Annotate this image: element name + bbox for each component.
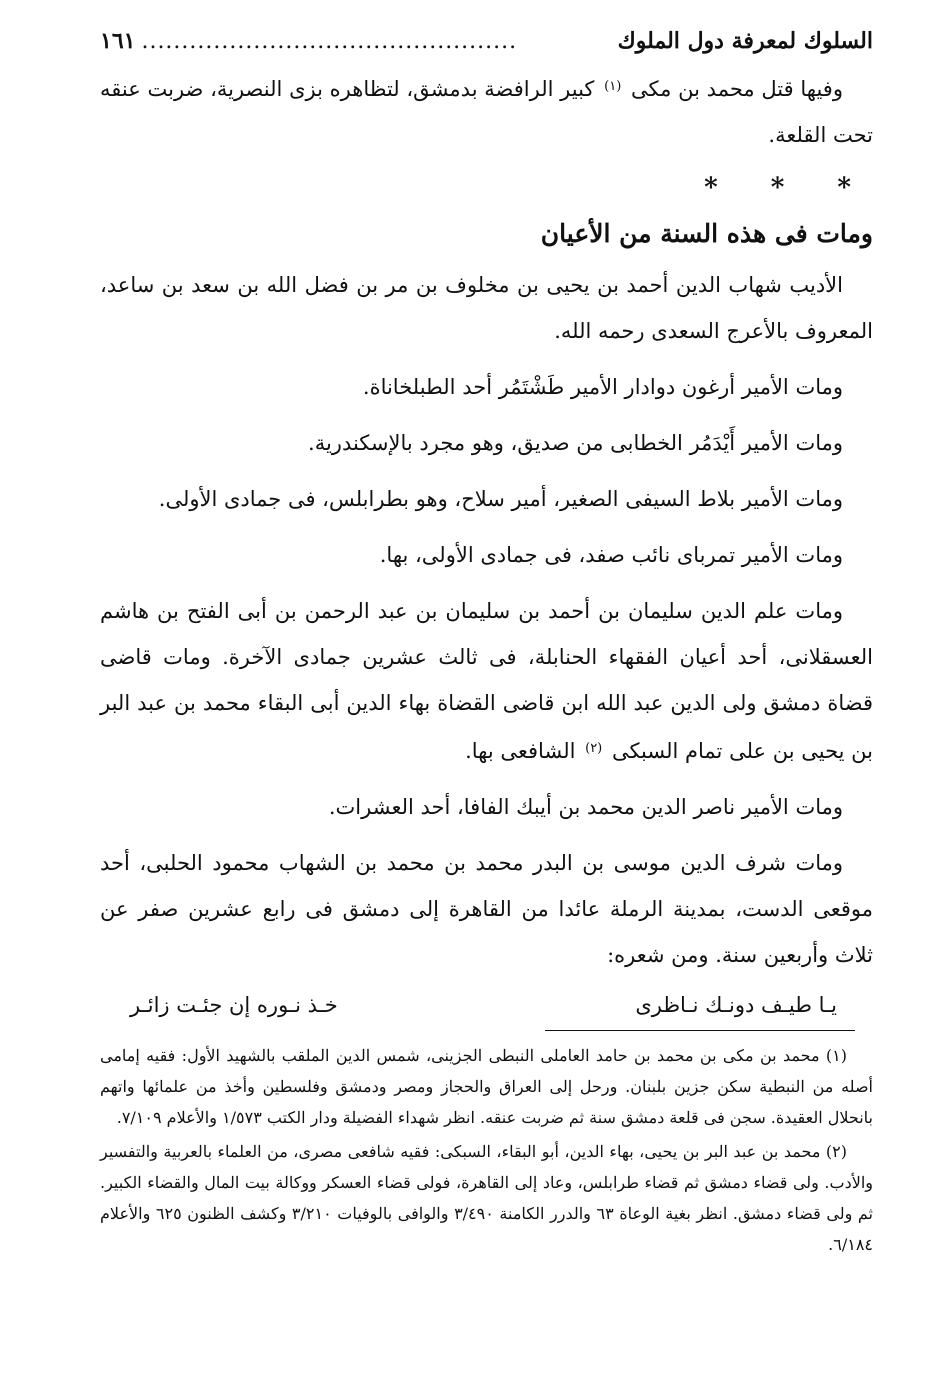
running-head-dots: ............................................... [141,29,518,54]
page-body [100,28,873,1028]
poem-first-hemistich: يـا طيـف دونـك نـاظرى [635,993,837,1017]
obituary-entry: ومات شرف الدين موسى بن البدر محمد بن محمد بن الشهاب محمود الحلبى، أحد موقعى الدست، بمدينة الرملة عائدا من القاهرة إلى دمشق فى رابع عشرين صفر عن ثلاث وأربعين سنة. ومن شعره: [100,851,873,967]
poem-verse [100,982,873,1028]
footnote-marker-1[interactable]: (١) [604,79,622,94]
footnote-separator-rule [545,1030,855,1031]
entry-text-after-note: الشافعى بها. [465,739,576,763]
opening-paragraph [100,64,873,158]
page-number: ١٦١ [100,28,136,54]
obituary-entry: ومات الأمير أرغون دوادار الأمير طَشْتَمُر أحد الطبلخاناة. [362,375,843,399]
footnotes [100,1040,873,1260]
obituary-entry: الأديب شهاب الدين أحمد بن يحيى بن مخلوف بن مر بن فضل الله بن سعد بن ساعد، المعروف بالأعرج السعدى رحمه الله. [100,273,873,343]
poem-second-hemistich: خـذ نـوره إن جئـت زائـر [130,993,338,1017]
opening-text-before-note: وفيها قتل محمد بن مكى [631,77,843,101]
obituary-entry: ومات الأمير بلاط السيفى الصغير، أمير سلاح، وهو بطرابلس، فى جمادى الأولى. [158,487,843,511]
footnote-1: (١) محمد بن مكى بن محمد بن حامد العاملى النبطى الجزينى، شمس الدين الملقب بالشهيد الأول: فقيه إمامى أصله من النبطية سكن جزين بلبنان. ورحل إلى العراق والحجاز ومصر ودمشق وفلسطين وأخذ من علمائها واتهم بانحلال العقيدة. سجن فى قلعة دمشق سنة ثم ضربت عنقه. انظر شهداء الفضيلة ودار الكتب ١/٥٧٣ والأعلام ٧/١٠٩. [100,1046,873,1127]
entry-text-before-note: ومات علم الدين سليمان بن أحمد بن سليمان بن عبد الرحمن بن أبى الفتح بن هاشم العسقلانى، أحد أعيان الفقهاء الحنابلة، فى ثالث عشرين جمادى الآخرة. ومات قاضى قضاة دمشق ولى الدين عبد الله ابن قاضى القضاة بهاء الدين أبى البقاء محمد بن عبد البر بن يحيى بن على تمام السبكى [100,599,873,763]
main-text [100,64,873,1028]
section-divider-stars: * * * [704,173,873,203]
opening-text-after-note: كبير الرافضة بدمشق، لتظاهره بزى النصرية، ضربت عنقه تحت القلعة. [100,77,873,147]
section-title: ومات فى هذه السنة من الأعيان [540,219,873,248]
obituary-entry-with-note [100,588,873,774]
obituary-entry: ومات الأمير تمرباى نائب صفد، فى جمادى الأولى، بها. [379,543,843,567]
footnote-marker-2[interactable]: (٢) [585,741,603,756]
running-head [100,28,873,64]
obituary-entry: ومات الأمير ناصر الدين محمد بن أيبك الفافا، أحد العشرات. [328,795,843,819]
footnote-2: (٢) محمد بن عبد البر بن يحيى، بهاء الدين، أبو البقاء، السبكى: فقيه شافعى مصرى، من العلماء بالعربية والتفسير والأدب. ولى قضاء دمشق ثم قضاء طرابلس، وعاد إلى القاهرة، فولى قضاء العسكر ووكالة بيت المال والقضاء الكبير. ثم ولى قضاء دمشق. انظر بغية الوعاة ٦٣ والدرر الكامنة ٣/٤٩٠ والوافى بالوفيات ٣/٢١٠ وكشف الظنون ٦٢٥ والأعلام ٦/١٨٤. [100,1142,873,1254]
running-head-title: السلوك لمعرفة دول الملوك [617,28,873,54]
obituary-entry: ومات الأمير أَيْدَمُر الخطابى من صديق، وهو مجرد بالإسكندرية. [308,431,843,455]
